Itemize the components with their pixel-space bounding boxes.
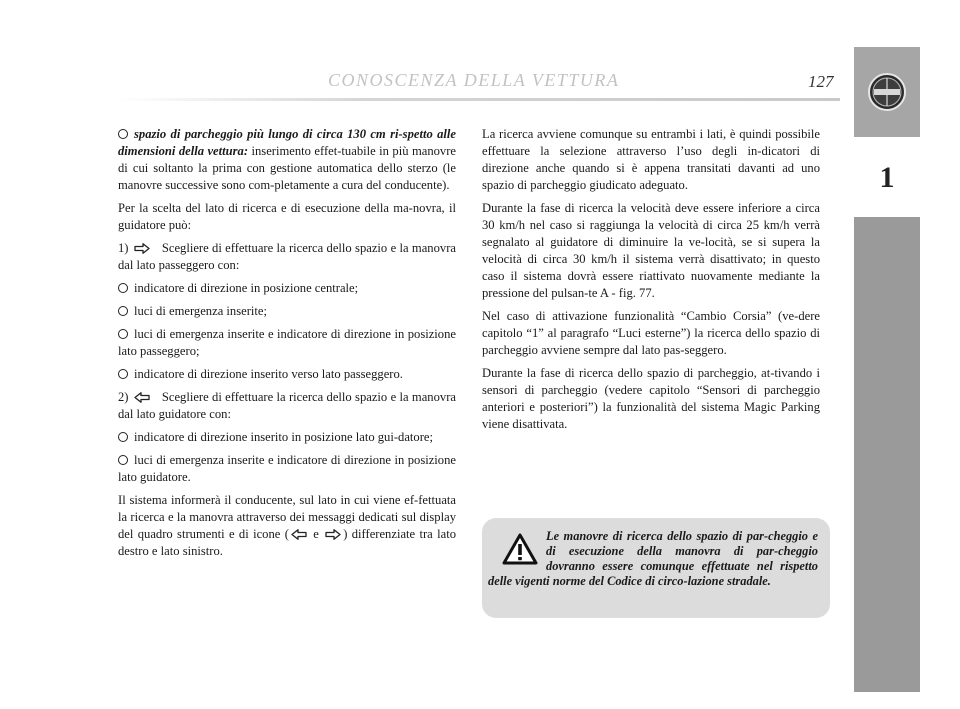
left-column <box>118 126 456 566</box>
paragraph-speed-limit: Durante la fase di ricerca la velocità deve essere inferiore a circa 30 km/h nel caso si raggiunga la velocità di circa 25 km/h verrà segnalato al guidatore di diminuire la ve-locità, se si supera la velocità di circa 30 km/h il sistema verrà disattivato; in questo caso il sistema dovrà essere riattivato nuovamente mediante la pressione del pulsan-te A - fig. 77. <box>482 201 820 300</box>
paragraph-option-2 <box>118 389 456 423</box>
bullet-circle-icon <box>118 455 128 465</box>
chapter-side-tab <box>854 47 920 692</box>
running-header-title: CONOSCENZA DELLA VETTURA <box>328 70 620 90</box>
logo-block <box>854 47 920 139</box>
list-item <box>118 303 456 320</box>
bullet-circle-icon <box>118 283 128 293</box>
option-text: Scegliere di effettuare la ricerca dello spazio e la manovra dal lato guidatore con: <box>118 390 456 421</box>
paragraph-system-info <box>118 492 456 560</box>
chapter-number: 1 <box>854 139 920 217</box>
paragraph-text: Il sistema informerà il conducente, sul lato in cui viene ef-fettuata la ricerca e la manovra attraverso dei messaggi dedicati sul display del quadro strumenti e di icone ( <box>118 493 456 541</box>
warning-triangle-icon <box>502 533 538 565</box>
option-text: Scegliere di effettuare la ricerca dello spazio e la manovra dal lato passeggero con: <box>118 241 456 272</box>
header-divider <box>118 98 840 101</box>
lancia-logo-icon <box>867 72 907 112</box>
bullet-circle-icon <box>118 129 128 139</box>
list-item <box>118 429 456 446</box>
paragraph-lane-change: Nel caso di attivazione funzionalità “Cambio Corsia” (ve-dere capitolo “1” al paragrafo “Luci esterne”) la ricerca dello spazio di parcheggio avviene sempre dal lato pas-seggero. <box>482 309 820 357</box>
list-item <box>118 452 456 486</box>
arrow-left-icon <box>291 529 307 540</box>
page-number: 127 <box>808 72 834 91</box>
option-number: 1) <box>118 241 129 255</box>
warning-box <box>482 518 830 618</box>
list-item-text: indicatore di direzione in posizione centrale; <box>134 281 359 295</box>
paragraph-text: ) differenziate tra lato destro e lato sinistro. <box>118 527 456 558</box>
paragraph-sensors: Durante la fase di ricerca dello spazio di parcheggio, at-tivando i sensori di parcheggio (vedere capitolo “Sensori di parcheggio anteriori e posteriori”) la funzionalità del sistema Magic Parking viene disattivata. <box>482 366 820 431</box>
option-number: 2) <box>118 390 129 404</box>
paragraph-text: inserimento effet-tuabile in più manovre di cui soltanto la prima con gestione automatica dello sterzo (le manovre successive sono com-pletamente a cura del conducente). <box>118 144 457 192</box>
bullet-circle-icon <box>118 329 128 339</box>
paragraph-option-1 <box>118 240 456 274</box>
paragraph-side-choice: Per la scelta del lato di ricerca e di esecuzione della ma-novra, il guidatore può: <box>118 201 456 232</box>
right-column <box>482 126 820 439</box>
arrow-right-icon <box>325 529 341 540</box>
list-item-text: luci di emergenza inserite e indicatore di direzione in posizione lato guidatore. <box>118 453 456 484</box>
arrow-left-icon <box>134 392 150 403</box>
list-item <box>118 366 456 383</box>
paragraph-search-both-sides: La ricerca avviene comunque su entrambi i lati, è quindi possibile effettuare la selezione attraverso l’uso degli in-dicatori di direzione anche quando si è appena transitati davanti ad uno spazio di parcheggio giudicato adeguato. <box>482 127 820 192</box>
bullet-circle-icon <box>118 306 128 316</box>
list-item-text: luci di emergenza inserite e indicatore di direzione in posizione lato passeggero; <box>118 327 456 358</box>
warning-text: Le manovre di ricerca dello spazio di par-cheggio e di esecuzione della manovra di par-cheggio dovranno essere comunque effettuate nel rispetto delle vigenti norme del Codice di circo-lazione stradale. <box>488 529 818 588</box>
bold-italic-lead: spazio di parcheggio più lungo di circa 130 cm ri-spetto alle dimensioni della vettura: <box>118 127 456 158</box>
list-item-text: indicatore di direzione inserito in posizione lato gui-datore; <box>134 430 434 444</box>
paragraph-parking-space <box>118 126 456 194</box>
paragraph-text: e <box>308 527 324 541</box>
list-item-text: luci di emergenza inserite; <box>134 304 267 318</box>
list-item <box>118 326 456 360</box>
list-item-text: indicatore di direzione inserito verso lato passeggero. <box>134 367 403 381</box>
arrow-right-icon <box>134 243 150 254</box>
bullet-circle-icon <box>118 369 128 379</box>
bullet-circle-icon <box>118 432 128 442</box>
list-item <box>118 280 456 297</box>
